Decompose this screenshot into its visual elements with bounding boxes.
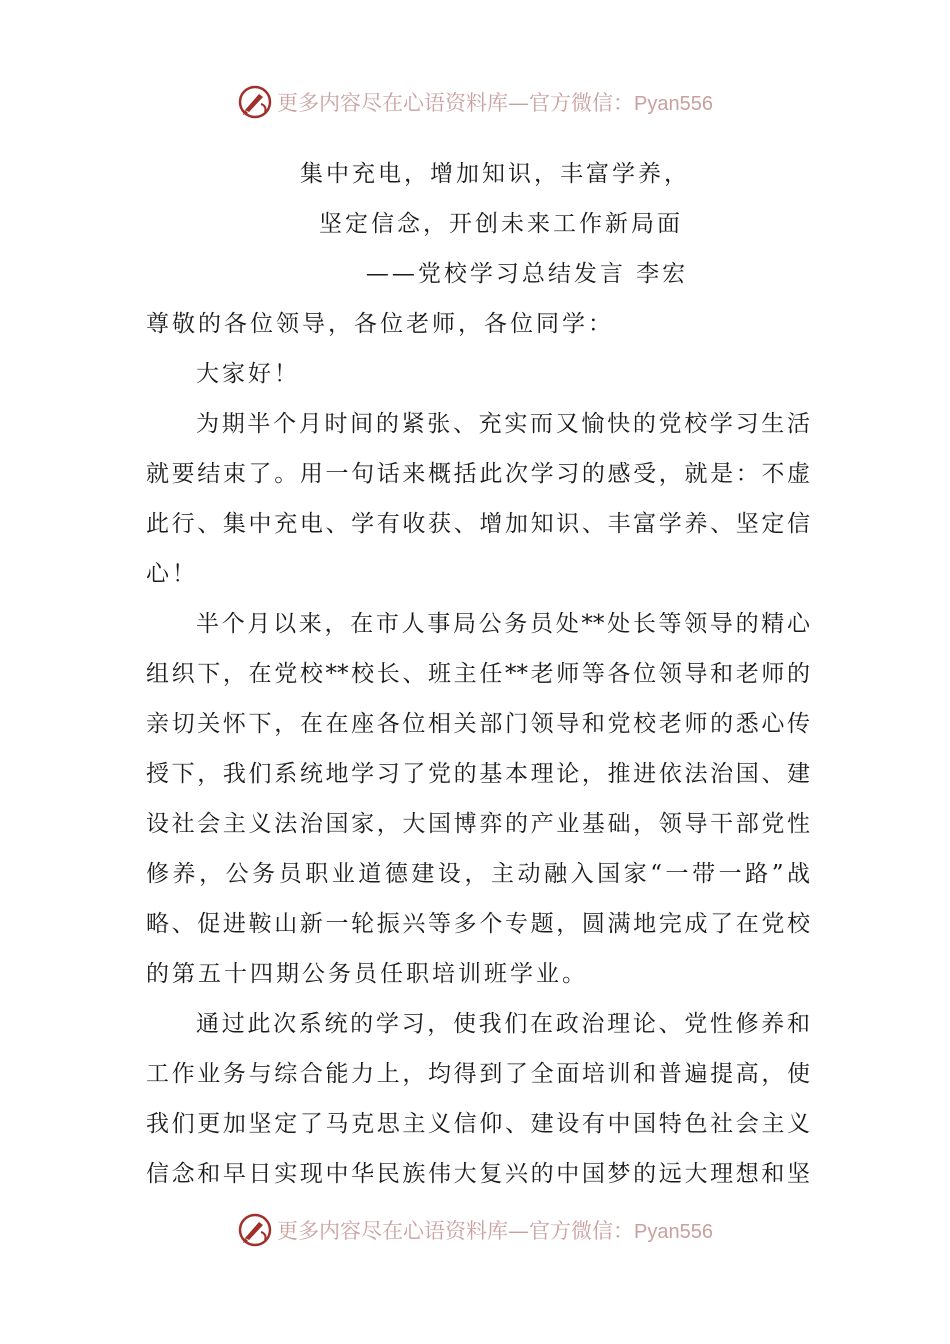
p2-line-6: 修养，公务员职业道德建设，主动融入国家“一带一路”战: [146, 861, 810, 887]
p1-line-4: 心！: [146, 561, 198, 587]
p3-line-2: 工作业务与综合能力上，均得到了全面培训和普遍提高，使: [146, 1061, 810, 1087]
wechat-id: Pyan556: [634, 93, 713, 115]
p3-line-4: 信念和早日实现中华民族伟大复兴的中国梦的远大理想和坚: [146, 1161, 810, 1187]
title-line-3: ——党校学习总结发言 李宏: [365, 261, 689, 287]
footer-watermark-banner: [0, 1210, 950, 1250]
p1-line-3: 此行、集中充电、学有收获、增加知识、丰富学养、坚定信: [146, 511, 810, 537]
watermark-text: [277, 1215, 713, 1245]
title-line-1: 集中充电，增加知识，丰富学养，: [300, 161, 690, 187]
p2-line-7: 略、促进鞍山新一轮振兴等多个专题，圆满地完成了在党校: [146, 911, 810, 937]
p1-line-2: 就要结束了。用一句话来概括此次学习的感受，就是：不虚: [146, 461, 810, 487]
watermark-label: 更多内容尽在心语资料库—官方微信：: [277, 91, 635, 115]
salutation: 尊敬的各位领导，各位老师，各位同学：: [146, 311, 614, 337]
p1-line-1: 为期半个月时间的紧张、充实而又愉快的党校学习生活: [196, 411, 810, 437]
header-watermark-banner: [0, 82, 950, 122]
pen-logo-icon: [237, 1212, 273, 1248]
p2-line-3: 亲切关怀下，在在座各位相关部门领导和党校老师的悉心传: [146, 711, 810, 737]
pen-logo-icon: [237, 84, 273, 120]
title-line-2: 坚定信念，开创未来工作新局面: [319, 211, 683, 237]
p2-line-5: 设社会主义法治国家，大国博弈的产业基础，领导干部党性: [146, 811, 810, 837]
p3-line-1: 通过此次系统的学习，使我们在政治理论、党性修养和: [196, 1011, 810, 1037]
p2-line-2: 组织下，在党校**校长、班主任**老师等各位领导和老师的: [146, 661, 810, 687]
p2-line-4: 授下，我们系统地学习了党的基本理论，推进依法治国、建: [146, 761, 810, 787]
greeting: 大家好！: [196, 361, 300, 387]
p3-line-3: 我们更加坚定了马克思主义信仰、建设有中国特色社会主义: [146, 1111, 810, 1137]
watermark-label: 更多内容尽在心语资料库—官方微信：: [277, 1219, 635, 1243]
wechat-id: Pyan556: [634, 1221, 713, 1243]
p2-line-8: 的第五十四期公务员任职培训班学业。: [146, 961, 588, 987]
p2-line-1: 半个月以来，在市人事局公务员处**处长等领导的精心: [196, 611, 810, 637]
watermark-text: [277, 87, 713, 117]
